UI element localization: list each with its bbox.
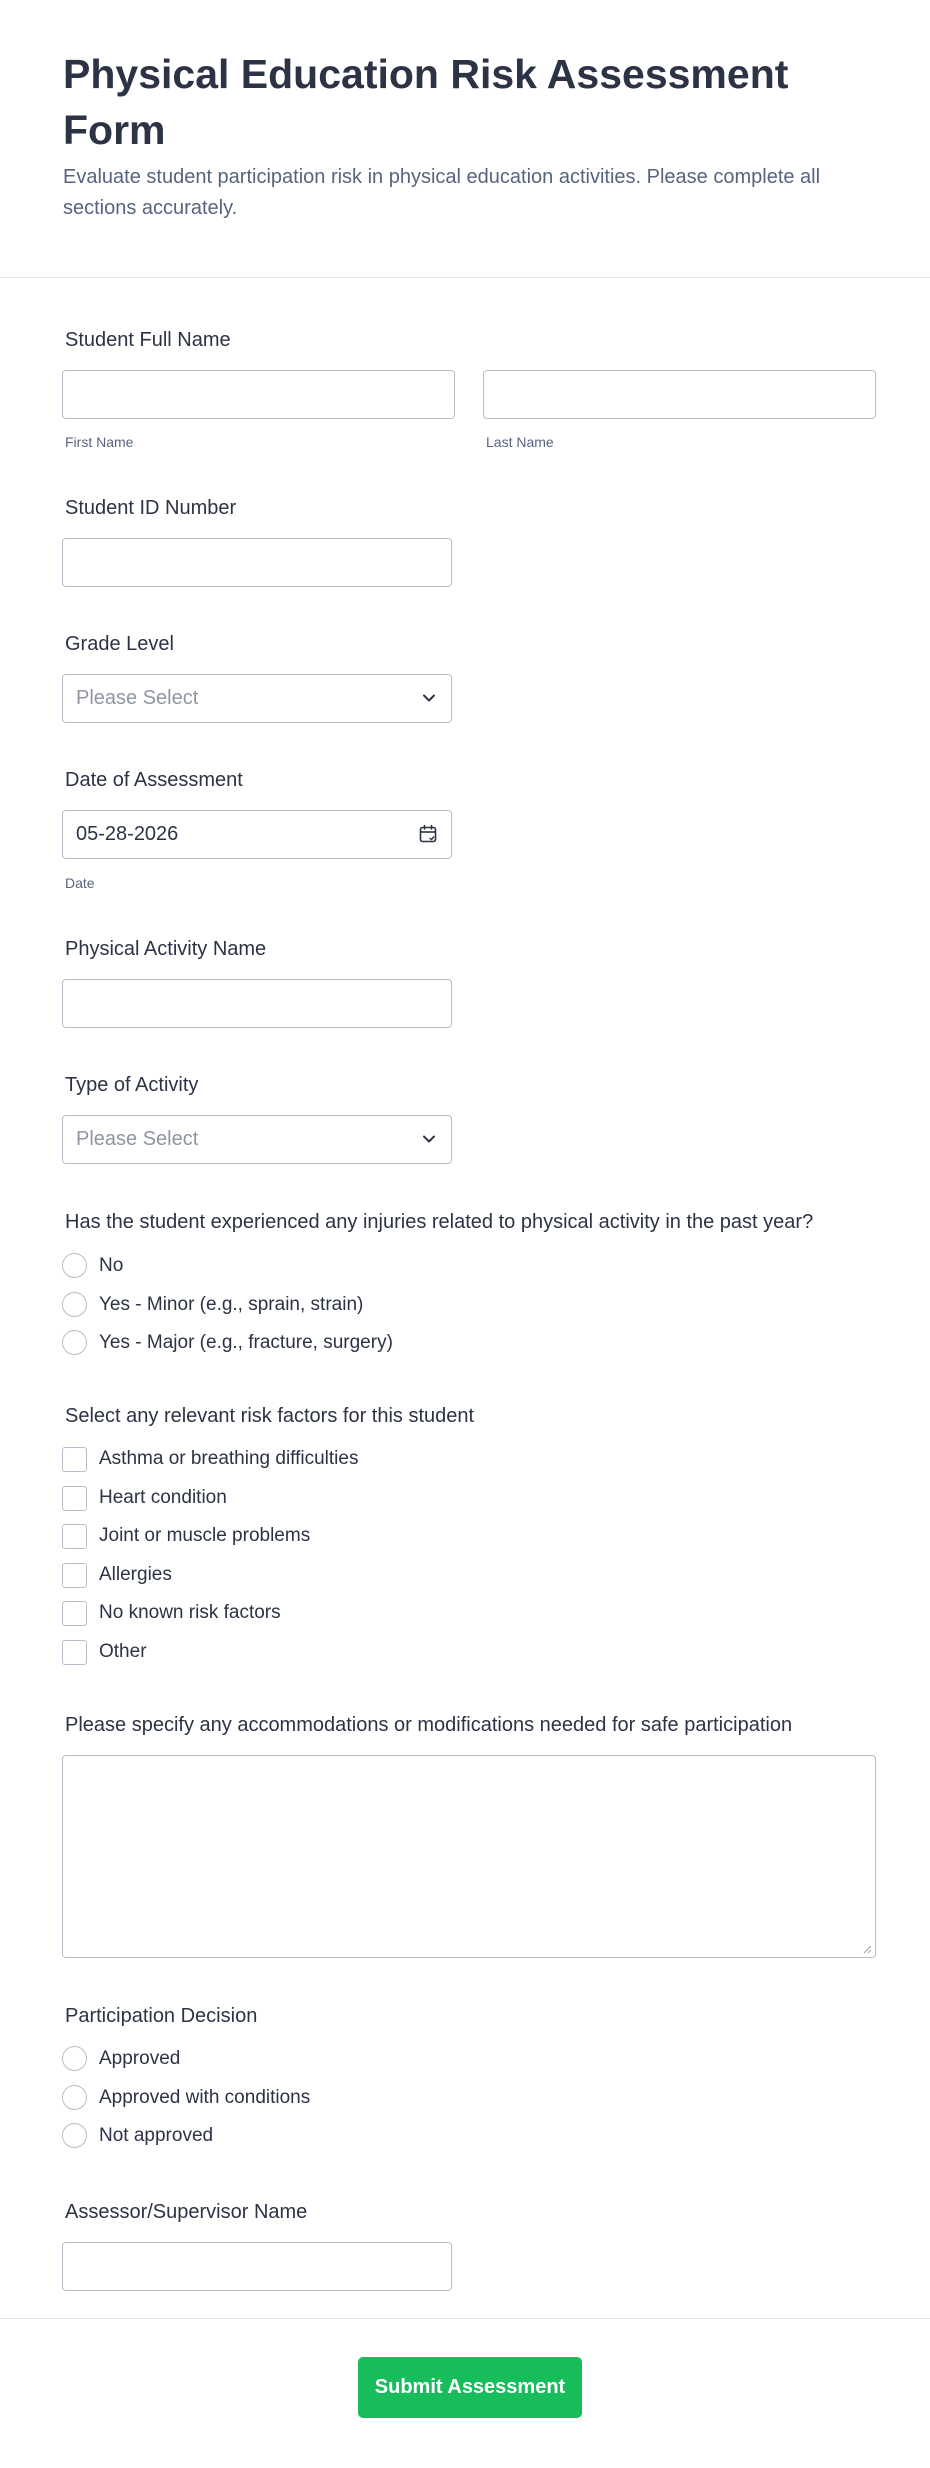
assessment-date-label: Date of Assessment	[65, 769, 243, 791]
form-header	[0, 0, 930, 278]
checkbox-label: Allergies	[99, 1564, 172, 1585]
first-name-sublabel: First Name	[65, 434, 134, 450]
assessor-input[interactable]	[62, 2242, 452, 2291]
radio-button[interactable]	[62, 1292, 87, 1317]
calendar-icon[interactable]	[418, 824, 438, 844]
accommodations-label: Please specify any accommodations or modifications needed for safe participation	[65, 1714, 793, 1736]
resize-handle-icon[interactable]	[862, 1944, 872, 1954]
last-name-input[interactable]	[483, 370, 876, 419]
radio-label: Yes - Minor (e.g., sprain, strain)	[99, 1294, 364, 1315]
radio-label: No	[99, 1255, 124, 1276]
radio-button[interactable]	[62, 1253, 87, 1278]
checkbox-label: No known risk factors	[99, 1602, 281, 1623]
injuries-question: Has the student experienced any injuries related to physical activity in the past year?	[65, 1211, 814, 1233]
form-subtitle: Evaluate student participation risk in physical education activities. Please complete all sections accurately.	[63, 166, 821, 219]
student-name-label: Student Full Name	[65, 329, 231, 351]
checkbox[interactable]	[62, 1447, 87, 1472]
checkbox-label: Joint or muscle problems	[99, 1525, 311, 1546]
activity-name-label: Physical Activity Name	[65, 938, 267, 960]
assessor-label: Assessor/Supervisor Name	[65, 2201, 308, 2223]
radio-button[interactable]	[62, 1330, 87, 1355]
assessment-date-input[interactable]	[62, 810, 452, 859]
radio-label: Yes - Major (e.g., fracture, surgery)	[99, 1332, 393, 1353]
student-id-label: Student ID Number	[65, 497, 237, 519]
checkbox[interactable]	[62, 1563, 87, 1588]
chevron-down-icon	[420, 1130, 438, 1148]
activity-type-label: Type of Activity	[65, 1074, 199, 1096]
radio-button[interactable]	[62, 2085, 87, 2110]
student-id-input[interactable]	[62, 538, 452, 587]
grade-level-label: Grade Level	[65, 633, 174, 655]
checkbox-label: Asthma or breathing difficulties	[99, 1448, 359, 1469]
decision-label: Participation Decision	[65, 2005, 258, 2027]
grade-level-select[interactable]	[62, 674, 452, 723]
checkbox[interactable]	[62, 1601, 87, 1626]
first-name-input[interactable]	[62, 370, 455, 419]
activity-name-input[interactable]	[62, 979, 452, 1028]
last-name-sublabel: Last Name	[486, 434, 554, 450]
activity-type-selected: Please Select	[76, 1128, 199, 1150]
radio-label: Approved with conditions	[99, 2087, 311, 2108]
risk-factors-question: Select any relevant risk factors for this student	[65, 1405, 475, 1427]
checkbox[interactable]	[62, 1486, 87, 1511]
radio-label: Not approved	[99, 2125, 214, 2146]
radio-button[interactable]	[62, 2046, 87, 2071]
chevron-down-icon	[420, 689, 438, 707]
activity-type-select[interactable]	[62, 1115, 452, 1164]
footer-divider	[0, 2318, 930, 2319]
assessment-date-sublabel: Date	[65, 875, 95, 891]
form-title: Physical Education Risk Assessment Form	[63, 51, 789, 153]
radio-label: Approved	[99, 2048, 181, 2069]
checkbox-label: Other	[99, 1641, 147, 1662]
submit-button[interactable]: Submit Assessment	[358, 2357, 582, 2418]
checkbox-label: Heart condition	[99, 1487, 227, 1508]
grade-level-selected: Please Select	[76, 687, 199, 709]
radio-button[interactable]	[62, 2123, 87, 2148]
accommodations-textarea[interactable]	[62, 1755, 876, 1958]
assessment-date-value: 05-28-2026	[76, 823, 179, 845]
checkbox[interactable]	[62, 1640, 87, 1665]
checkbox[interactable]	[62, 1524, 87, 1549]
